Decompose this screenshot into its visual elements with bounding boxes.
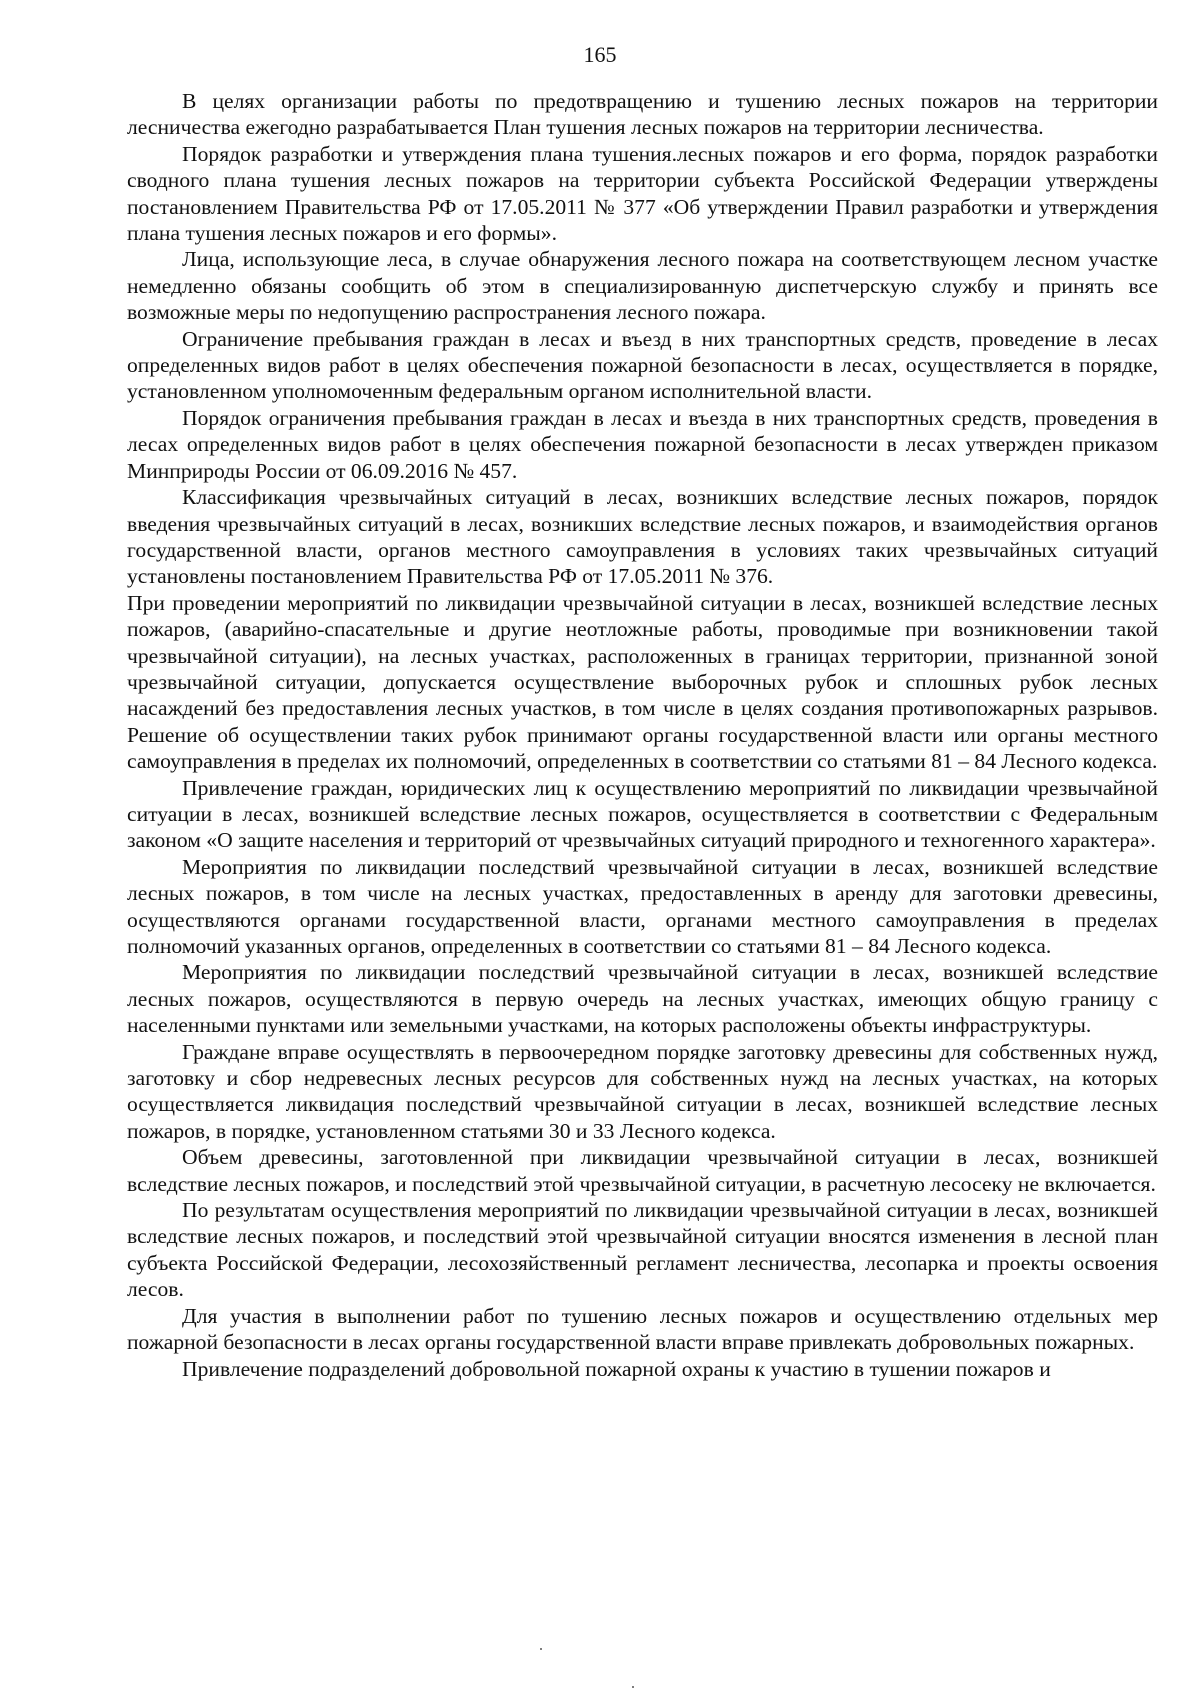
paragraph-plan-changes: По результатам осуществления мероприятий по ликвидации чрезвычайной ситуации в лесах, возникшей вследствие лесных пожаров, и последствий этой чрезвычайной ситуации вносятся изменения в лесной план субъекта Российской Федерации, лесохозяйственный регламент лесничества, лесопарка и проекты освоения лесов. [127, 1198, 1158, 1302]
paragraph-restriction-order: Порядок ограничения пребывания граждан в лесах и въезда в них транспортных средств, проведения в лесах определенных видов работ в целях обеспечения пожарной безопасности в лесах утвержден приказом Минприроды России от 06.09.2016 № 457. [127, 405, 1158, 483]
scan-speck [540, 1648, 542, 1650]
paragraph-citizen-rights: Граждане вправе осуществлять в первоочередном порядке заготовку древесины для собственных нужд, заготовку и сбор недревесных лесных ресурсов для собственных нужд на лесных участках, на которых осуществляется ликвидация последствий чрезвычайной ситуации в лесах, возникшей вследствие лесных пожаров, в порядке, установленном статьями 30 и 33 Лесного кодекса. [127, 1039, 1158, 1143]
paragraph-volunteer-units: Привлечение подразделений добровольной пожарной охраны к участию в тушении пожаров и [182, 1356, 1051, 1381]
paragraph-citizen-involvement: Привлечение граждан, юридических лиц к осуществлению мероприятий по ликвидации чрезвычайной ситуации в лесах, возникшей вследствие лесных пожаров, осуществляется в соответствии с Федеральным законом «О защите населения и территорий от чрезвычайных ситуаций природного и техногенного характера». [127, 775, 1158, 853]
paragraph-access-restriction: Ограничение пребывания граждан в лесах и въезд в них транспортных средств, проведение в лесах определенных видов работ в целях обеспечения пожарной безопасности в лесах, осуществляется в порядке, установленном уполномоченным федеральным органом исполнительной власти. [127, 326, 1158, 404]
paragraph-volunteer-firefighters: Для участия в выполнении работ по тушению лесных пожаров и осуществлению отдельных мер пожарной безопасности в лесах органы государственной власти вправе привлекать добровольных пожарных. [127, 1303, 1158, 1355]
paragraph-aftermath-measures: Мероприятия по ликвидации последствий чрезвычайной ситуации в лесах, возникшей вследствие лесных пожаров, в том числе на лесных участках, предоставленных в аренду для заготовки древесины, осуществляются органами государственной власти, органами местного самоуправления в пределах полномочий указанных органов, определенных в соответствии со статьями 81 – 84 Лесного кодекса. [127, 854, 1158, 958]
paragraph-timber-volume: Объем древесины, заготовленной при ликвидации чрезвычайной ситуации в лесах, возникшей вследствие лесных пожаров, и последствий этой чрезвычайной ситуации, в расчетную лесосеку не включается. [127, 1145, 1158, 1196]
paragraph-priority-areas: Мероприятия по ликвидации последствий чрезвычайной ситуации в лесах, возникшей вследствие лесных пожаров, осуществляются в первую очередь на лесных участках, имеющих общую границу с населенными пунктами или земельными участками, на которых расположены объекты инфраструктуры. [127, 960, 1158, 1038]
body-text [127, 88, 1158, 1382]
paragraph-fire-plan: В целях организации работы по предотвращению и тушению лесных пожаров на территории лесничества ежегодно разрабатывается План тушения лесных пожаров на территории лесничества. [127, 89, 1158, 140]
page-number: 165 [583, 42, 617, 67]
paragraph-emergency-felling: При проведении мероприятий по ликвидации чрезвычайной ситуации в лесах, возникшей вследствие лесных пожаров, (аварийно-спасательные и другие неотложные работы, проводимые при возникновении такой чрезвычайной ситуации), на лесных участках, расположенных в границах территории, признанной зоной чрезвычайной ситуации, допускается осуществление выборочных рубок и сплошных рубок лесных насаждений без предоставления лесных участков, в том числе в целях создания противопожарных разрывов. Решение об осуществлении таких рубок принимают органы государственной власти или органы местного самоуправления в пределах их полномочий, определенных в соответствии со статьями 81 – 84 Лесного кодекса. [127, 590, 1158, 774]
paragraph-plan-procedure: Порядок разработки и утверждения плана тушения.лесных пожаров и его форма, порядок разработки сводного плана тушения лесных пожаров на территории субъекта Российской Федерации утверждены постановлением Правительства РФ от 17.05.2011 № 377 «Об утверждении Правил разработки и утверждения плана тушения лесных пожаров и его формы». [127, 141, 1158, 246]
scan-speck [632, 1686, 634, 1688]
paragraph-emergency-classification: Классификация чрезвычайных ситуаций в лесах, возникших вследствие лесных пожаров, порядок введения чрезвычайных ситуаций в лесах, возникших вследствие лесных пожаров, и взаимодействия органов государственной власти, органов местного самоуправления в условиях таких чрезвычайных ситуаций установлены постановлением Правительства РФ от 17.05.2011 № 376. [127, 485, 1158, 589]
paragraph-forest-users-duty: Лица, использующие леса, в случае обнаружения лесного пожара на соответствующем лесном участке немедленно обязаны сообщить об этом в специализированную диспетчерскую службу и принять все возможные меры по недопущению распространения лесного пожара. [127, 247, 1158, 325]
